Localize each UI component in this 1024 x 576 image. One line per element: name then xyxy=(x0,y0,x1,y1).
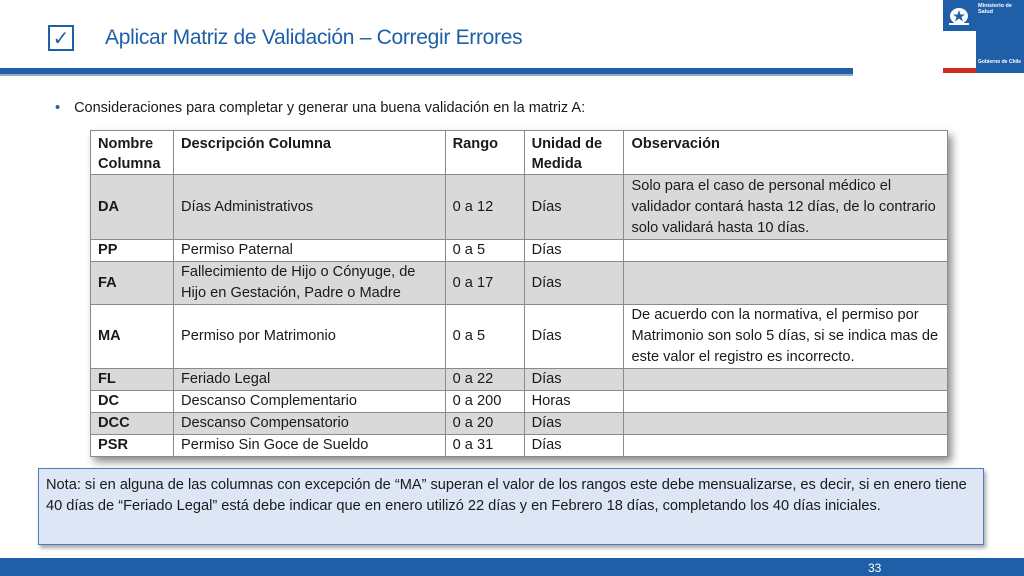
cell-range: 0 a 5 xyxy=(445,240,524,262)
validation-table-wrapper xyxy=(90,130,948,457)
title-underline-shadow xyxy=(0,74,853,76)
cell-unit: Días xyxy=(524,175,624,240)
cell-range: 0 a 31 xyxy=(445,435,524,457)
cell-range: 0 a 200 xyxy=(445,391,524,413)
cell-desc: Permiso por Matrimonio xyxy=(173,305,445,369)
table-row xyxy=(91,175,948,240)
table-row xyxy=(91,391,948,413)
intro-bullet xyxy=(55,100,585,116)
table-row xyxy=(91,435,948,457)
table-row xyxy=(91,413,948,435)
header-nombre-columna: Nombre Columna xyxy=(91,131,174,175)
cell-code: PSR xyxy=(91,435,174,457)
cell-code: FA xyxy=(91,262,174,305)
cell-desc: Feriado Legal xyxy=(173,369,445,391)
cell-obs: De acuerdo con la normativa, el permiso por Matrimonio son solo 5 días, si se indica mas de este valor el registro es incorrecto. xyxy=(624,305,948,369)
cell-obs xyxy=(624,413,948,435)
header-observacion: Observación xyxy=(624,131,948,175)
cell-code: DCC xyxy=(91,413,174,435)
validation-table xyxy=(90,130,948,457)
table-row xyxy=(91,240,948,262)
cell-desc: Permiso Sin Goce de Sueldo xyxy=(173,435,445,457)
cell-range: 0 a 12 xyxy=(445,175,524,240)
table-header-row xyxy=(91,131,948,175)
logo-ministry-name xyxy=(978,3,1022,15)
cell-range: 0 a 5 xyxy=(445,305,524,369)
coat-of-arms-icon xyxy=(946,3,972,27)
logo-name-line1: Ministerio de xyxy=(978,3,1012,9)
cell-obs xyxy=(624,391,948,413)
cell-desc: Días Administrativos xyxy=(173,175,445,240)
table-row xyxy=(91,305,948,369)
cell-unit: Días xyxy=(524,262,624,305)
logo-name-line2: Salud xyxy=(978,9,993,15)
cell-unit: Días xyxy=(524,369,624,391)
header-descripcion: Descripción Columna xyxy=(173,131,445,175)
cell-obs xyxy=(624,435,948,457)
bullet-dot: • xyxy=(55,100,61,116)
cell-code: MA xyxy=(91,305,174,369)
logo-side-band xyxy=(976,31,1024,73)
cell-obs: Solo para el caso de personal médico el validador contará hasta 12 días, de lo contrario solo validará hasta 10 días. xyxy=(624,175,948,240)
cell-code: PP xyxy=(91,240,174,262)
cell-range: 0 a 22 xyxy=(445,369,524,391)
cell-unit: Días xyxy=(524,240,624,262)
cell-code: DC xyxy=(91,391,174,413)
table-row xyxy=(91,262,948,305)
cell-obs xyxy=(624,369,948,391)
cell-desc: Descanso Complementario xyxy=(173,391,445,413)
logo-gobierno: Gobierno de Chile xyxy=(978,59,1022,65)
note-box: Nota: si en alguna de las columnas con excepción de “MA” superan el valor de los rangos este debe mensualizarse, es decir, si en enero tiene 40 días de “Feriado Legal” está debe indicar que en enero utilizó 22 días y en Febrero 18 días, completando los 40 días iniciales. xyxy=(38,468,984,545)
cell-unit: Días xyxy=(524,305,624,369)
checkbox-icon: ✓ xyxy=(48,25,74,51)
logo-red-stripe xyxy=(943,68,976,73)
bullet-text: Consideraciones para completar y generar una buena validación en la matriz A: xyxy=(74,100,586,116)
cell-unit: Horas xyxy=(524,391,624,413)
cell-desc: Fallecimiento de Hijo o Cónyuge, de Hijo en Gestación, Padre o Madre xyxy=(173,262,445,305)
cell-code: DA xyxy=(91,175,174,240)
table-row xyxy=(91,369,948,391)
cell-range: 0 a 20 xyxy=(445,413,524,435)
header-rango: Rango xyxy=(445,131,524,175)
cell-desc: Descanso Compensatorio xyxy=(173,413,445,435)
cell-obs xyxy=(624,240,948,262)
ministry-logo xyxy=(943,0,1024,73)
page-title: Aplicar Matriz de Validación – Corregir Errores xyxy=(105,26,523,49)
cell-unit: Días xyxy=(524,413,624,435)
cell-unit: Días xyxy=(524,435,624,457)
cell-code: FL xyxy=(91,369,174,391)
cell-obs xyxy=(624,262,948,305)
header-unidad: Unidad de Medida xyxy=(524,131,624,175)
page-number: 33 xyxy=(868,561,882,575)
cell-range: 0 a 17 xyxy=(445,262,524,305)
cell-desc: Permiso Paternal xyxy=(173,240,445,262)
